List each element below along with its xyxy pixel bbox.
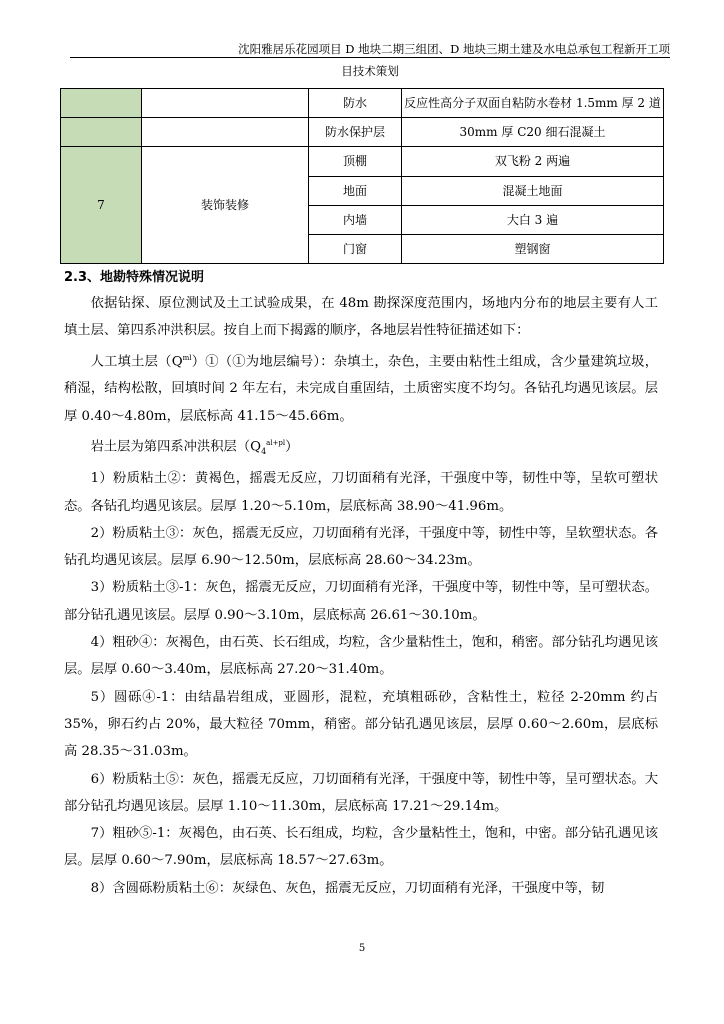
table-row (61, 118, 664, 147)
paragraph: 5）圆砾④-1：由结晶岩组成，亚圆形，混粒，充填粗砾砂，含粘性土，粒径 2-20mm 约占 35%，卵石约占 20%，最大粒径 70mm，稍密。部分钻孔遇见该层，层厚 0.60～2.60m，层底标高 28.35～31.03m。 (64, 689, 658, 760)
header-divider (70, 57, 670, 58)
table-cell-empty (61, 89, 142, 118)
paragraph: 依据钻探、原位测试及土工试验成果，在 48m 勘探深度范围内，场地内分布的地层主要有人工填土层、第四系冲洪积层。按自上而下揭露的顺序，各地层岩性特征描述如下： (64, 296, 658, 339)
table-cell-desc: 30mm 厚 C20 细石混凝土 (402, 118, 664, 147)
table-cell-desc: 大白 3 遍 (402, 205, 664, 234)
table-cell-empty (61, 118, 142, 147)
subscript: 4 (261, 446, 267, 456)
header-title-line1: 沈阳雅居乐花园项目 D 地块二期三组团、D 地块三期土建及水电总承包工程新开工项 (238, 42, 670, 56)
table-row (61, 89, 664, 118)
header-title-line2: 目技术策划 (341, 64, 399, 78)
specification-table (60, 88, 664, 264)
table-cell-desc: 混凝土地面 (402, 176, 664, 205)
text-run: 岩土层为第四系冲洪积层（Q (90, 439, 262, 455)
body-text (64, 290, 658, 902)
text-run: ）①（①为地层编号）：杂填土，杂色，主要由粘性土组成，含少量建筑垃圾，稍湿，结构松散，回填时间 2 年左右，未完成自重固结，土质密实度不均匀。各钻孔均遇见该层。层厚 0.40～4.80m，层底标高 41.15～45.66m。 (64, 354, 658, 424)
paragraph: 8）含圆砾粉质粘土⑥：灰绿色、灰色，摇震无反应，刀切面稍有光泽，干强度中等，韧 (90, 880, 605, 896)
table-cell-number: 7 (61, 147, 142, 264)
table-cell-item: 内墙 (309, 205, 402, 234)
paragraph: 1）粉质粘土②：黄褐色，摇震无反应，刀切面稍有光泽，干强度中等，韧性中等，呈软可塑状态。各钻孔均遇见该层。层厚 1.20～5.10m，层底标高 38.90～41.96m。 (64, 471, 658, 514)
table-cell-desc: 双飞粉 2 两遍 (402, 147, 664, 176)
paragraph: 7）粗砂⑤-1：灰褐色，由石英、长石组成，均粒，含少量粘性土，饱和，中密。部分钻孔遇见该层。层厚 0.60～7.90m，层底标高 18.57～27.63m。 (64, 826, 658, 869)
paragraph (64, 430, 658, 465)
paragraph: 3）粉质粘土③-1：灰色，摇震无反应，刀切面稍有光泽，干强度中等，韧性中等，呈可塑状态。部分钻孔遇见该层。层厚 0.90～3.10m，层底标高 26.61～30.10m。 (64, 580, 658, 623)
table-cell-category: 装饰装修 (142, 147, 309, 264)
table-cell-desc: 塑钢窗 (402, 234, 664, 263)
paragraph: 6）粉质粘土⑤：灰色，摇震无反应，刀切面稍有光泽，干强度中等，韧性中等，呈可塑状态。大部分钻孔均遇见该层。层厚 1.10～11.30m，层底标高 17.21～29.14m。 (64, 771, 658, 814)
text-run: ） (285, 439, 299, 455)
table-cell-empty (142, 118, 309, 147)
table-cell-empty (142, 89, 309, 118)
superscript: ml (182, 353, 192, 362)
table-cell-item: 防水保护层 (309, 118, 402, 147)
section-title: 2.3、地勘特殊情况说明 (64, 270, 205, 285)
page-number: 5 (358, 943, 366, 954)
table-row (61, 147, 664, 176)
table-cell-item: 地面 (309, 176, 402, 205)
superscript: al+pl (266, 438, 286, 447)
table-cell-item: 防水 (309, 89, 402, 118)
paragraph (64, 345, 658, 430)
paragraph: 2）粉质粘土③：灰色，摇震无反应，刀切面稍有光泽，干强度中等，韧性中等，呈软塑状态。各钻孔均遇见该层。层厚 6.90～12.50m，层底标高 28.60～34.23m。 (64, 525, 658, 569)
table-cell-item: 门窗 (309, 234, 402, 263)
page-header (70, 38, 670, 82)
text-run: 人工填土层（Q (90, 354, 183, 370)
paragraph: 4）粗砂④：灰褐色，由石英、长石组成，均粒，含少量粘性土，饱和，稍密。部分钻孔均遇见该层。层厚 0.60～3.40m，层底标高 27.20～31.40m。 (64, 635, 658, 678)
table-cell-item: 顶棚 (309, 147, 402, 176)
table-cell-desc: 反应性高分子双面自粘防水卷材 1.5mm 厚 2 道 (402, 89, 664, 118)
